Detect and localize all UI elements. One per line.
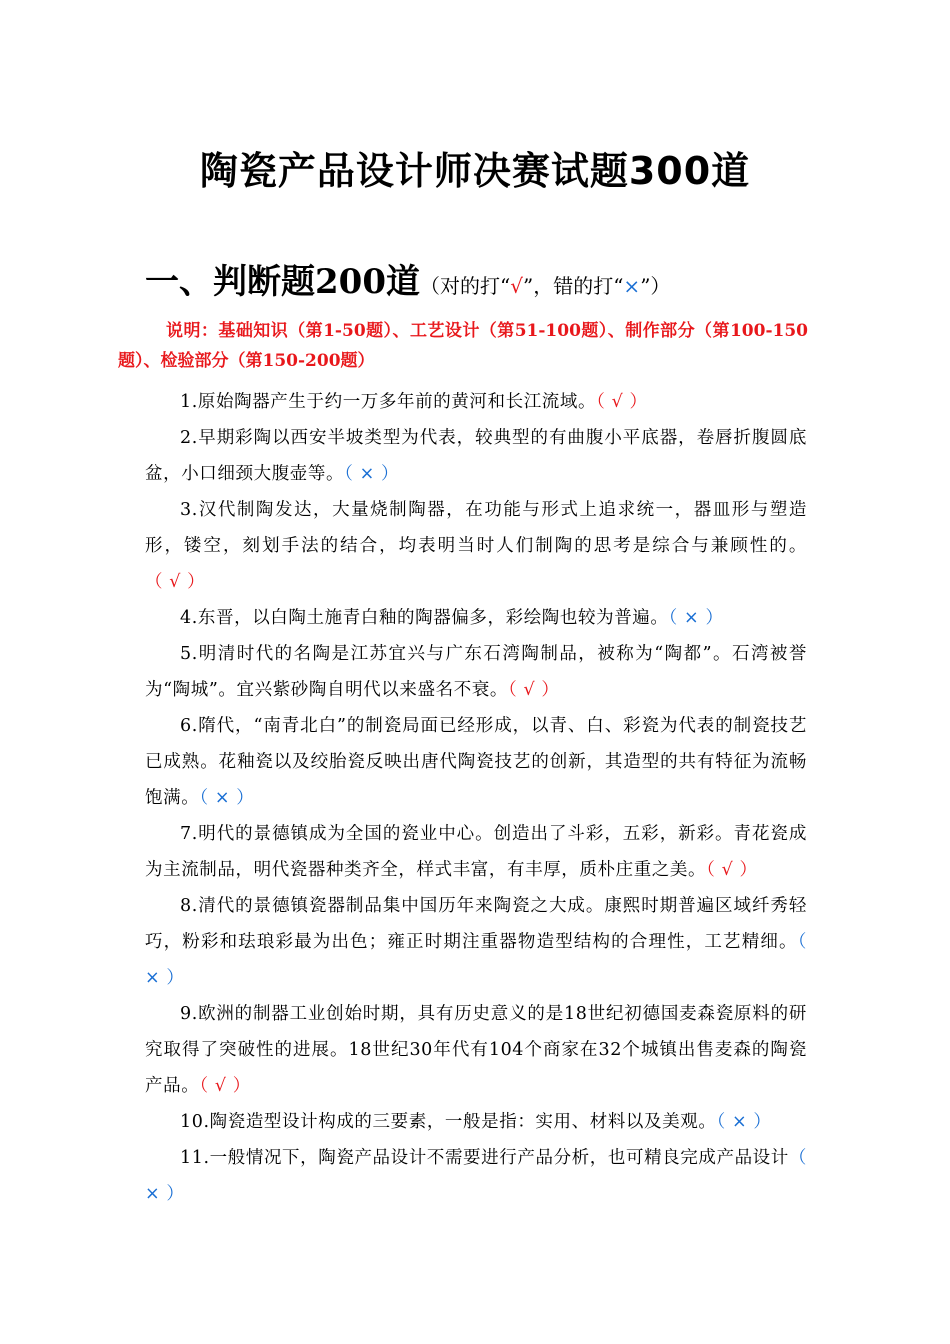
question-text: 1.原始陶器产生于约一万多年前的黄河和长江流域。	[180, 392, 597, 412]
question-item	[145, 636, 807, 708]
document-title: 陶瓷产品设计师决赛试题300道	[199, 149, 751, 193]
question-item	[145, 816, 807, 888]
question-text: 3.汉代制陶发达，大量烧制陶器，在功能与形式上追求统一，器皿形与塑造形，镂空，刻划手法的结合，均表明当时人们制陶的思考是综合与兼顾性的。	[145, 500, 807, 556]
answer-mark: （ × ）	[145, 1148, 807, 1204]
question-text: 2.早期彩陶以西安半坡类型为代表，较典型的有曲腹小平底器，卷唇折腹圆底盆，小口细颈大腹壶等。	[145, 428, 807, 484]
question-item	[145, 600, 807, 636]
question-text: 11.一般情况下，陶瓷产品设计不需要进行产品分析，也可精良完成产品设计	[180, 1148, 789, 1168]
answer-mark: （ × ）	[344, 464, 400, 484]
answer-mark: （ × ）	[199, 788, 255, 808]
answer-mark: （ √ ）	[596, 392, 648, 412]
answer-mark: （ √ ）	[145, 572, 206, 592]
question-text: 5.明清时代的名陶是江苏宜兴与广东石湾陶制品，被称为“陶都”。石湾被誉为“陶城”。宜兴紫砂陶自明代以来盛名不衰。	[145, 644, 807, 700]
check-mark-icon: √	[510, 274, 523, 298]
question-text: 6.隋代，“南青北白”的制瓷局面已经形成，以青、白、彩瓷为代表的制瓷技艺已成熟。花釉瓷以及绞胎瓷反映出唐代陶瓷技艺的创新，其造型的共有特征为流畅饱满。	[145, 716, 807, 808]
question-item	[145, 708, 807, 816]
question-text: 9.欧洲的制器工业创始时期，具有历史意义的是18世纪初德国麦森瓷原料的研究取得了突破性的进展。18世纪30年代有104个商家在32个城镇出售麦森的陶瓷产品。	[145, 1004, 807, 1096]
answer-mark: （ √ ）	[706, 860, 758, 880]
explanation-note: 说明：基础知识（第1-50题）、工艺设计（第51-100题）、制作部分（第100-150题）、检验部分（第150-200题）	[118, 321, 808, 371]
section-title: 一、判断题200道	[145, 262, 420, 302]
question-text: 4.东晋，以白陶土施青白釉的陶器偏多，彩绘陶也较为普遍。	[180, 608, 669, 628]
answer-mark: （ × ）	[668, 608, 724, 628]
question-text: 10.陶瓷造型设计构成的三要素，一般是指：实用、材料以及美观。	[180, 1112, 717, 1132]
question-item	[145, 996, 807, 1104]
question-item	[145, 384, 807, 420]
question-text: 8.清代的景德镇瓷器制品集中国历年来陶瓷之大成。康熙时期普遍区域纤秀轻巧，粉彩和珐琅彩最为出色；雍正时期注重器物造型结构的合理性，工艺精细。	[145, 896, 807, 952]
answer-mark: （ × ）	[145, 932, 807, 988]
question-item	[145, 888, 807, 996]
answer-mark: （ √ ）	[199, 1076, 251, 1096]
question-item	[145, 1104, 807, 1140]
section-heading	[145, 254, 670, 303]
question-text: 7.明代的景德镇成为全国的瓷业中心。创造出了斗彩，五彩，新彩。青花瓷成为主流制品，明代瓷器种类齐全，样式丰富，有丰厚，质朴庄重之美。	[145, 824, 807, 880]
section-instruction: （对的打“√”，错的打“×”）	[419, 274, 671, 298]
cross-mark-icon: ×	[623, 274, 641, 298]
answer-mark: （ × ）	[716, 1112, 772, 1132]
question-item	[145, 1140, 807, 1212]
question-item	[145, 420, 807, 492]
question-item	[145, 492, 807, 600]
question-list	[145, 384, 807, 1212]
answer-mark: （ √ ）	[508, 680, 560, 700]
